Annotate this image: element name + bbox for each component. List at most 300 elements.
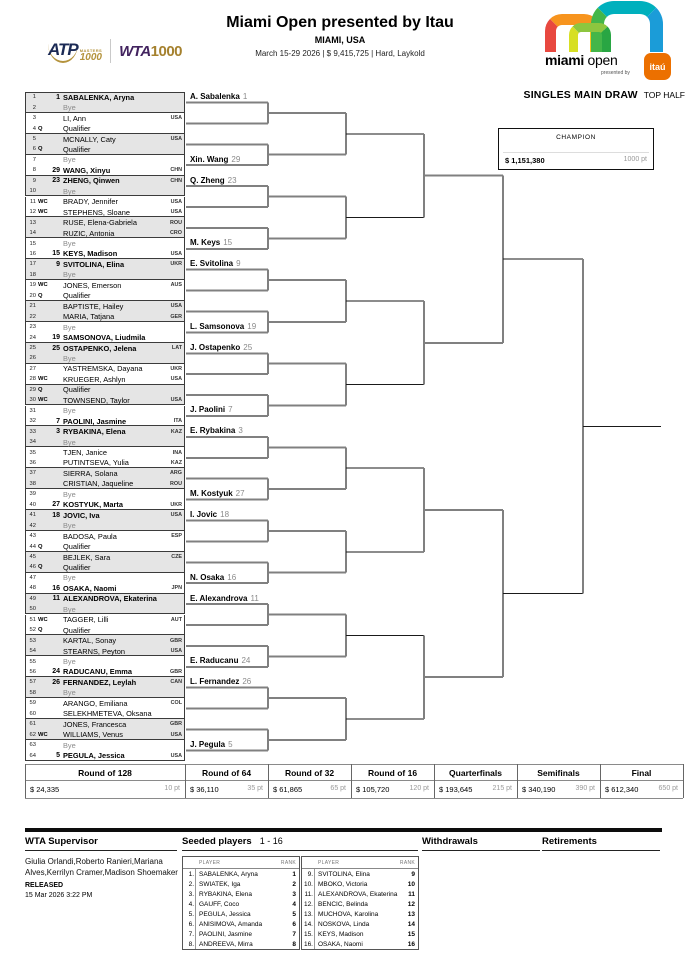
entry-number: 33 <box>29 428 36 435</box>
seeded-range: 1 - 16 <box>259 836 283 846</box>
champion-label: CHAMPION <box>556 134 596 141</box>
entry-country: UKR <box>170 501 182 508</box>
entry-player-name: PAOLINI, Jasmine <box>63 416 127 426</box>
round64-player-label <box>190 510 229 519</box>
entry-player-name: Bye <box>63 740 76 750</box>
prize-round-header: Semifinals <box>537 768 580 778</box>
entry-number: 30 <box>29 397 36 404</box>
entry-country: GBR <box>170 668 182 675</box>
entry-country: LAT <box>171 345 182 352</box>
entry-seed: 15 <box>52 250 60 258</box>
wta-logo-text: WTA <box>119 42 151 60</box>
entry-country: UKR <box>170 365 182 372</box>
entry-seed: 7 <box>56 417 60 425</box>
seeded-player-rank: 9 <box>411 870 415 878</box>
seeded-player-name: RYBAKINA, Elena <box>199 890 252 898</box>
rank-column-header: RANK <box>280 859 296 866</box>
singles-main-draw-label: SINGLES MAIN DRAW <box>523 89 638 101</box>
entry-status: WC <box>38 282 48 289</box>
entry-number: 48 <box>29 585 36 592</box>
entry-country: INA <box>172 449 182 456</box>
entry-number: 36 <box>29 459 36 466</box>
round64-player-name: I. Jovic <box>190 509 218 519</box>
entry-number: 38 <box>29 480 36 487</box>
entry-status: WC <box>38 731 48 738</box>
entry-number: 24 <box>29 334 36 341</box>
seeded-player-name: OSAKA, Naomi <box>318 940 363 948</box>
champion-points: 1000 pt <box>623 156 647 163</box>
entry-country: ESP <box>171 533 182 540</box>
entry-country: ITA <box>173 418 182 425</box>
wta-1000-text: 1000 <box>150 42 183 60</box>
round64-player-label <box>190 573 236 582</box>
entry-number: 32 <box>29 418 36 425</box>
entry-player-name: Qualifier <box>63 291 91 301</box>
supervisor-underline <box>25 850 177 851</box>
entry-number: 3 <box>32 115 36 122</box>
entry-country: GBR <box>170 721 182 728</box>
seeded-player-name: ANISIMOVA, Amanda <box>199 920 263 928</box>
entry-seed: 19 <box>52 334 60 342</box>
entry-number: 7 <box>32 156 36 163</box>
entry-player-name: JONES, Emerson <box>63 280 122 290</box>
event-title: Miami Open presented by Itau <box>226 14 454 31</box>
seeded-player-row <box>302 879 418 889</box>
entry-player-name: TJEN, Janice <box>63 448 107 458</box>
entry-player-name: Bye <box>63 604 76 614</box>
entry-seed: 11 <box>52 595 60 603</box>
itau-sponsor-logo: itaú <box>644 53 671 80</box>
seeded-player-number: 13. <box>303 910 313 918</box>
seeded-player-row <box>302 889 418 899</box>
entry-number: 16 <box>29 250 36 257</box>
entry-number: 18 <box>29 271 36 278</box>
entry-country: USA <box>170 303 182 310</box>
round64-player-label <box>190 322 256 331</box>
prize-points: 650 pt <box>658 785 678 792</box>
seeded-player-rank: 12 <box>407 900 415 908</box>
presented-by-text: presented by <box>601 70 630 76</box>
entry-number: 57 <box>29 679 36 686</box>
event-info: March 15-29 2026 | $ 9,415,725 | Hard, Laykold <box>255 49 425 58</box>
round64-player-name: M. Keys <box>190 238 221 248</box>
prize-points: 10 pt <box>164 785 180 792</box>
entry-country: CHN <box>170 177 182 184</box>
round64-player-name: M. Kostyuk <box>190 489 233 499</box>
prize-points: 35 pt <box>247 785 263 792</box>
prize-round-header: Round of 32 <box>284 768 335 778</box>
entry-player-name: Bye <box>63 688 76 698</box>
seeded-player-name: GAUFF, Coco <box>199 900 240 908</box>
seeded-table-header <box>183 857 299 869</box>
entry-player-name: Bye <box>63 489 76 499</box>
entry-country: USA <box>170 198 182 205</box>
entry-player-name: STEARNS, Peyton <box>63 646 126 656</box>
seeded-player-row <box>302 869 418 879</box>
round64-player-name: E. Raducanu <box>190 656 239 666</box>
entry-player-name: Qualifier <box>63 385 91 395</box>
entry-seed: 5 <box>56 752 60 760</box>
footer-divider-bar <box>25 828 662 832</box>
entry-number: 12 <box>29 209 36 216</box>
seeded-player-name: SABALENKA, Aryna <box>199 870 258 878</box>
entry-player-name: MCNALLY, Caty <box>63 134 116 144</box>
round64-player-name: Q. Zheng <box>190 175 225 185</box>
entry-number: 55 <box>29 658 36 665</box>
entry-number: 45 <box>29 554 36 561</box>
seeded-player-number: 7. <box>183 929 196 939</box>
entry-number: 52 <box>29 627 36 634</box>
entry-player-name: RUSE, Elena-Gabriela <box>63 218 137 228</box>
entry-player-name: Qualifier <box>63 124 91 134</box>
entry-number: 49 <box>29 595 36 602</box>
round64-player-seed: 5 <box>228 739 233 749</box>
entry-seed: 1 <box>56 93 60 101</box>
round64-player-seed: 9 <box>236 259 241 269</box>
seeded-player-number: 12. <box>303 900 313 908</box>
entry-status: WC <box>38 616 48 623</box>
entry-player-name: Bye <box>63 437 76 447</box>
entry-number: 60 <box>29 710 36 717</box>
entry-player-name: Qualifier <box>63 562 91 572</box>
event-city: MIAMI, USA <box>314 35 366 45</box>
atp-logo-text: ATP <box>48 40 78 63</box>
round64-player-name: Xin. Wang <box>190 154 229 164</box>
entry-number: 61 <box>29 721 36 728</box>
entry-country: COL <box>170 700 182 707</box>
entry-country: USA <box>170 648 182 655</box>
entry-status: Q <box>38 564 43 571</box>
prize-round-header: Round of 128 <box>78 768 132 778</box>
entry-player-name: TOWNSEND, Taylor <box>63 395 130 405</box>
prize-points: 65 pt <box>330 785 346 792</box>
entry-number: 44 <box>29 543 36 550</box>
seeded-player-row <box>183 939 299 949</box>
entry-player-name: Bye <box>63 186 76 196</box>
entry-number: 43 <box>29 533 36 540</box>
entry-seed: 23 <box>52 177 60 185</box>
round64-player-name: N. Osaka <box>190 572 225 582</box>
entry-player-name: Bye <box>63 103 76 113</box>
supervisor-names: Giulia Orlandi,Roberto Ranieri,Mariana Alves,Kerrilyn Cramer,Madison Shoemaker <box>25 857 178 877</box>
entry-player-name: KOSTYUK, Marta <box>63 500 123 510</box>
entry-seed: 9 <box>56 260 60 268</box>
entry-number: 34 <box>29 439 36 446</box>
entry-status: WC <box>38 397 48 404</box>
entry-player-name: ARANGO, Emiliana <box>63 698 128 708</box>
entry-player-name: SAMSONOVA, Liudmila <box>63 333 146 343</box>
entry-player-name: SIERRA, Solana <box>63 468 118 478</box>
entry-seed: 24 <box>52 668 60 676</box>
seeded-player-number: 10. <box>303 880 313 888</box>
seeded-player-rank: 13 <box>407 910 415 918</box>
entry-player-name: OSTAPENKO, Jelena <box>63 343 137 353</box>
entry-player-name: BAPTISTE, Hailey <box>63 301 124 311</box>
entry-status: WC <box>38 198 48 205</box>
seeded-player-rank: 15 <box>407 930 415 938</box>
seeded-player-rank: 4 <box>292 900 296 908</box>
entry-status: Q <box>38 146 43 153</box>
seeded-player-rank: 1 <box>292 870 296 878</box>
round64-player-label <box>190 238 232 247</box>
miami-open-wordmark: miami open <box>545 52 618 68</box>
entry-number: 13 <box>29 219 36 226</box>
seeded-player-number: 14. <box>303 920 313 928</box>
prize-amount: $ 193,645 <box>439 785 473 794</box>
round64-player-seed: 25 <box>243 342 253 352</box>
round64-player-seed: 24 <box>241 656 251 666</box>
entry-player-name: Qualifier <box>63 144 91 154</box>
entry-status: Q <box>38 386 43 393</box>
prize-amount: $ 24,335 <box>30 785 60 794</box>
withdrawals-title: Withdrawals <box>422 836 478 847</box>
seeded-player-row <box>302 919 418 929</box>
entry-number: 54 <box>29 648 36 655</box>
rank-column-header: RANK <box>399 859 415 866</box>
round64-player-seed: 3 <box>238 426 243 436</box>
entry-seed: 26 <box>52 678 60 686</box>
player-column-header: PLAYER <box>318 859 340 866</box>
entry-player-name: SVITOLINA, Elina <box>63 259 125 269</box>
entry-seed: 29 <box>52 166 60 174</box>
entry-player-name: Bye <box>63 573 76 583</box>
entry-number: 5 <box>32 136 36 143</box>
entry-player-name: JOVIC, Iva <box>63 510 100 520</box>
entry-number: 37 <box>29 470 36 477</box>
entry-number: 20 <box>29 292 36 299</box>
entry-number: 22 <box>29 313 36 320</box>
entry-country: USA <box>170 752 182 759</box>
seeded-player-row <box>302 939 418 949</box>
entry-player-name: Bye <box>63 521 76 531</box>
entry-number: 2 <box>32 104 36 111</box>
seeded-player-rank: 6 <box>292 920 296 928</box>
prize-amount: $ 612,340 <box>605 785 639 794</box>
entry-status: Q <box>38 543 43 550</box>
entry-country: ROU <box>170 480 182 487</box>
round64-player-label <box>190 426 243 435</box>
seeded-player-number: 15. <box>303 930 313 938</box>
seeded-player-number: 4. <box>183 899 196 909</box>
seeded-player-rank: 3 <box>292 890 296 898</box>
withdrawals-underline <box>422 850 540 851</box>
entry-player-name: Bye <box>63 155 76 165</box>
entry-player-name: CRISTIAN, Jaqueline <box>63 479 134 489</box>
entry-country: USA <box>170 250 182 257</box>
entry-country: AUS <box>170 282 182 289</box>
entry-country: CZE <box>171 554 182 561</box>
entry-country: ROU <box>170 219 182 226</box>
prize-amount: $ 61,865 <box>273 785 303 794</box>
entry-number: 27 <box>29 365 36 372</box>
entry-player-name: SABALENKA, Aryna <box>63 92 135 102</box>
round64-player-label <box>190 489 245 498</box>
released-label: RELEASED <box>25 882 64 889</box>
seeded-player-name: PEGULA, Jessica <box>199 910 251 918</box>
seeded-player-row <box>302 899 418 909</box>
seeded-player-number: 11. <box>302 889 315 899</box>
entry-player-name: ZHENG, Qinwen <box>63 176 120 186</box>
seeded-players-title: Seeded players 1 - 16 <box>182 836 283 847</box>
entry-country: ARG <box>170 470 182 477</box>
seeded-table-left <box>182 856 300 950</box>
entry-player-name: MARIA, Tatjana <box>63 312 115 322</box>
entry-player-name: Bye <box>63 406 76 416</box>
entry-country: USA <box>170 136 182 143</box>
entry-number: 1 <box>32 94 36 101</box>
entry-country: UKR <box>170 261 182 268</box>
seeded-player-row <box>183 889 299 899</box>
seeded-player-name: KEYS, Madison <box>318 930 364 938</box>
entry-number: 4 <box>32 125 36 132</box>
entry-player-name: Bye <box>63 270 76 280</box>
entry-number: 25 <box>29 345 36 352</box>
entry-player-name: KRUEGER, Ashlyn <box>63 374 126 384</box>
entry-country: USA <box>170 115 182 122</box>
prize-points: 390 pt <box>575 785 595 792</box>
entry-number: 47 <box>29 574 36 581</box>
entry-number: 59 <box>29 700 36 707</box>
round64-player-name: E. Svitolina <box>190 259 234 269</box>
prize-table-column-divider <box>683 764 684 798</box>
supervisor-section-title: WTA Supervisor <box>25 836 98 847</box>
entry-player-name: Bye <box>63 239 76 249</box>
round64-player-seed: 19 <box>247 321 257 331</box>
entry-seed: 18 <box>52 511 60 519</box>
round64-player-label <box>190 405 233 414</box>
entry-number: 8 <box>32 167 36 174</box>
entry-player-name: PEGULA, Jessica <box>63 751 125 761</box>
entry-number: 40 <box>29 501 36 508</box>
entry-number: 11 <box>29 198 36 205</box>
round64-player-label <box>190 656 250 665</box>
seeded-player-number: 6. <box>183 919 196 929</box>
round64-player-seed: 1 <box>242 91 248 101</box>
round64-player-label <box>190 176 237 185</box>
entry-player-name: BRADY, Jennifer <box>63 197 118 207</box>
round64-player-label <box>190 594 259 603</box>
round64-player-name: J. Paolini <box>190 405 226 415</box>
entry-country: AUT <box>170 616 182 623</box>
round64-player-label <box>190 92 247 101</box>
entry-number: 10 <box>29 188 36 195</box>
seeded-player-name: MBOKO, Victoria <box>318 880 368 888</box>
entry-status: Q <box>38 627 43 634</box>
seeded-player-row <box>183 869 299 879</box>
round64-player-name: E. Alexandrova <box>190 593 248 603</box>
round64-player-seed: 18 <box>220 509 230 519</box>
entry-country: GBR <box>170 637 182 644</box>
entry-country: CAN <box>170 679 182 686</box>
prize-points: 215 pt <box>492 785 512 792</box>
entry-player-name: PUTINTSEVA, Yulia <box>63 458 129 468</box>
entry-player-name: LI, Ann <box>63 113 87 123</box>
entry-country: KAZ <box>170 459 182 466</box>
seeded-player-row <box>183 929 299 939</box>
entry-number: 17 <box>29 261 36 268</box>
prize-amount: $ 340,190 <box>522 785 556 794</box>
seeded-player-name: SVITOLINA, Elina <box>318 870 370 878</box>
seeded-player-row <box>183 899 299 909</box>
seeded-player-rank: 11 <box>408 890 415 898</box>
round64-player-seed: 23 <box>227 175 237 185</box>
entry-seed: 27 <box>52 501 60 509</box>
entry-country: CRO <box>170 230 182 237</box>
entry-number: 42 <box>29 522 36 529</box>
prize-table-bottom-line <box>25 798 683 799</box>
round64-player-seed: 29 <box>231 154 241 164</box>
round64-player-seed: 26 <box>242 677 252 687</box>
entry-number: 26 <box>29 355 36 362</box>
seeded-player-name: PAOLINI, Jasmine <box>199 930 252 938</box>
seeded-player-name: BENCIC, Belinda <box>318 900 368 908</box>
entry-player-name: Bye <box>63 322 76 332</box>
round64-player-label <box>190 259 241 268</box>
entry-number: 50 <box>29 606 36 613</box>
round64-player-seed: 16 <box>227 572 237 582</box>
entry-country: USA <box>170 397 182 404</box>
entry-number: 56 <box>29 668 36 675</box>
champion-prize: $ 1,151,380 <box>505 156 545 165</box>
prize-points: 120 pt <box>409 785 429 792</box>
entry-status: WC <box>38 376 48 383</box>
entry-number: 14 <box>29 230 36 237</box>
entry-player-name: TAGGER, Lilli <box>63 615 109 625</box>
seeded-player-number: 2. <box>183 879 196 889</box>
released-datetime: 15 Mar 2026 3:22 PM <box>25 892 93 899</box>
entry-player-name: RADUCANU, Emma <box>63 667 132 677</box>
entry-player-name: Bye <box>63 657 76 667</box>
seeded-player-row <box>183 909 299 919</box>
prize-round-header: Quarterfinals <box>449 768 502 778</box>
seeded-player-rank: 5 <box>292 910 296 918</box>
entry-seed: 16 <box>52 584 60 592</box>
entry-number: 53 <box>29 637 36 644</box>
entry-seed: 25 <box>52 344 60 352</box>
prize-table-mid-line <box>25 780 683 781</box>
entry-player-name: SELEKHMETEVA, Oksana <box>63 709 152 719</box>
round64-player-label <box>190 343 252 352</box>
entry-player-name: FERNANDEZ, Leylah <box>63 677 137 687</box>
round64-player-name: L. Samsonova <box>190 321 245 331</box>
round64-player-seed: 27 <box>235 489 245 499</box>
entry-country: USA <box>170 512 182 519</box>
round64-player-seed: 7 <box>228 405 233 415</box>
seeded-table-right <box>301 856 419 950</box>
prize-amount: $ 105,720 <box>356 785 390 794</box>
seeded-player-number: 9. <box>302 869 315 879</box>
entry-player-name: WANG, Xinyu <box>63 165 111 175</box>
prize-round-header: Final <box>631 768 652 778</box>
seeded-player-row <box>302 909 418 919</box>
entry-player-name: OSAKA, Naomi <box>63 583 117 593</box>
seeded-player-rank: 2 <box>292 880 296 888</box>
seeded-player-number: 8. <box>183 939 196 949</box>
entry-country: CHN <box>170 167 182 174</box>
seeded-player-number: 3. <box>183 889 196 899</box>
seeded-player-rank: 8 <box>292 940 296 948</box>
retirements-title: Retirements <box>542 836 597 847</box>
entry-number: 64 <box>29 752 36 759</box>
entry-status: WC <box>38 209 48 216</box>
entry-player-name: Qualifier <box>63 625 91 635</box>
entry-number: 58 <box>29 689 36 696</box>
entry-country: USA <box>170 209 182 216</box>
round64-player-label <box>190 740 233 749</box>
seeded-table-header <box>302 857 418 869</box>
entry-country: KAZ <box>170 428 182 435</box>
seeded-underline <box>182 850 418 851</box>
